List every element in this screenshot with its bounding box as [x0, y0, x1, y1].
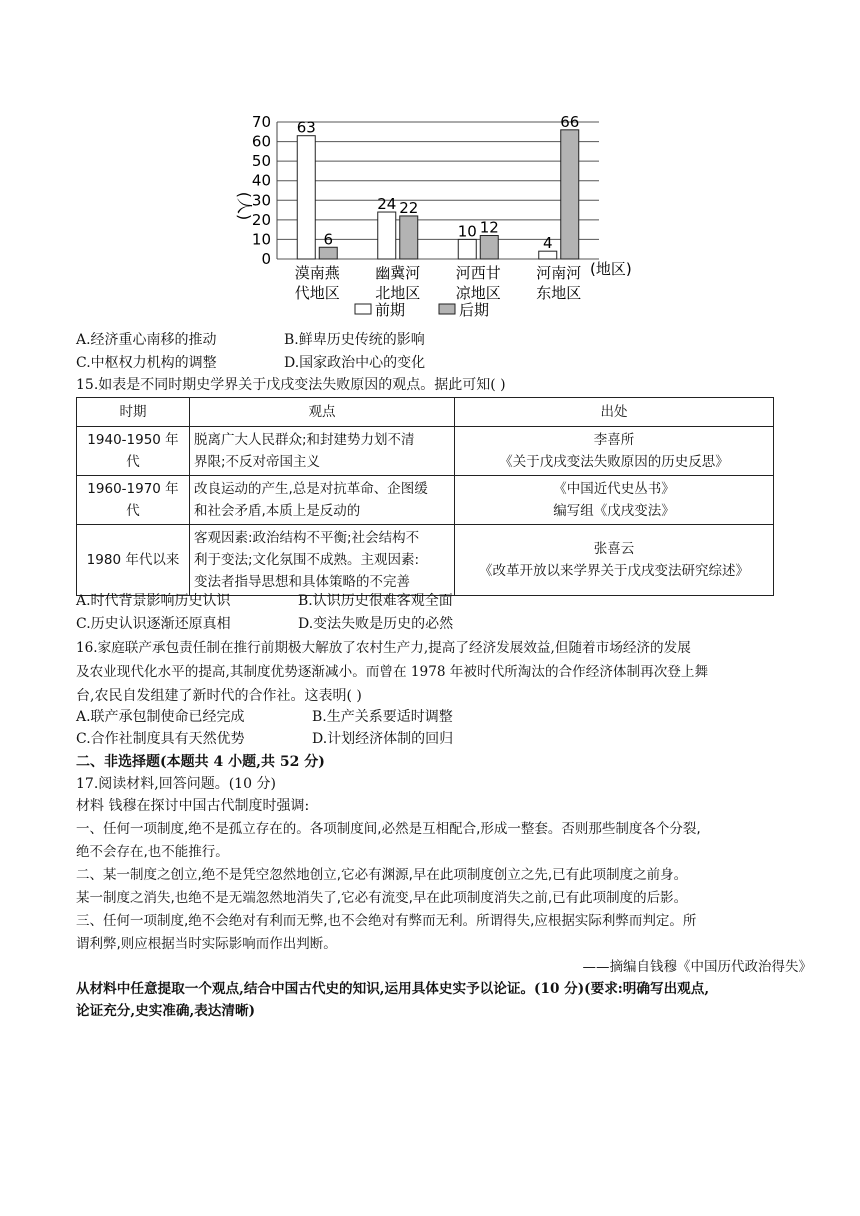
y-tick-label: 50: [251, 152, 271, 171]
table-cell-source: [455, 427, 774, 476]
q16-line-3: 台,农民自发组建了新时代的合作社。这表明( ): [76, 688, 362, 704]
y-tick-label: 10: [251, 230, 271, 249]
table-cell-source: [455, 525, 774, 596]
bar-chart: [225, 108, 655, 330]
q16-option-a[interactable]: A.联产承包制使命已经完成: [76, 709, 245, 725]
source-line: 张喜云: [593, 541, 635, 557]
q16-option-b[interactable]: B.生产关系要适时调整: [312, 709, 453, 725]
x-tick-label: 漠南燕: [294, 264, 340, 282]
q16-option-d[interactable]: D.计划经济体制的回归: [312, 731, 454, 747]
view-line: 改良运动的产生,总是对抗革命、企图缓: [194, 481, 428, 497]
q15-option-d[interactable]: D.变法失败是历史的必然: [298, 616, 454, 632]
bar-value-label: 66: [560, 112, 580, 131]
bar: [378, 212, 396, 259]
table-cell-view: [190, 476, 455, 525]
bar: [297, 136, 315, 259]
bar-value-label: 10: [457, 222, 477, 241]
q15-option-c[interactable]: C.历史认识逐渐还原真相: [76, 616, 231, 632]
y-tick-label: 70: [251, 113, 271, 131]
x-tick-label: 东地区: [536, 284, 582, 302]
bar: [458, 239, 476, 259]
y-tick-label: 30: [251, 191, 271, 210]
view-line: 和社会矛盾,本质上是反动的: [194, 503, 361, 519]
y-axis-ticks: [252, 113, 271, 268]
q15-stem: 15.如表是不同时期史学界关于戊戌变法失败原因的观点。据此可知( ): [76, 377, 506, 393]
x-tick-label: 代地区: [294, 284, 340, 302]
source-line: 《中国近代史丛书》: [553, 481, 675, 497]
q14-option-a[interactable]: A.经济重心南移的推动: [76, 332, 217, 348]
table-row: [77, 525, 774, 596]
q16-line-1: 16.家庭联产承包责任制在推行前期极大解放了农村生产力,提高了经济发展效益,但随着市场经济的发展: [76, 640, 691, 656]
q14-option-b[interactable]: B.鲜卑历史传统的影响: [284, 332, 425, 348]
y-tick-label: 60: [251, 132, 271, 151]
bar-value-label: 12: [479, 218, 499, 237]
table-cell-view: [190, 427, 455, 476]
section-2-title: 二、非选择题(本题共 4 小题,共 52 分): [76, 754, 325, 770]
y-tick-label: 20: [251, 210, 271, 229]
q15-table: [76, 397, 774, 596]
source-line: 《改革开放以来学界关于戊戌变法研究综述》: [479, 563, 749, 579]
table-cell-period: 1960-1970 年代: [77, 476, 190, 525]
table-cell-period: 1940-1950 年代: [77, 427, 190, 476]
q15-option-a[interactable]: A.时代背景影响历史认识: [76, 593, 231, 609]
x-tick-label: 北地区: [375, 284, 421, 302]
table-header-source: 出处: [455, 398, 774, 427]
chart-legend: [355, 301, 489, 319]
table-cell-source: [455, 476, 774, 525]
q17-citation: ——摘编自钱穆《中国历代政治得失》: [582, 959, 812, 975]
q14-option-c[interactable]: C.中枢权力机构的调整: [76, 355, 217, 371]
q17-paragraph-line: 二、某一制度之创立,绝不是凭空忽然地创立,它必有渊源,早在此项制度创立之先,已有此项制度之前身。: [76, 867, 688, 883]
bar: [561, 130, 579, 259]
legend-label: 后期: [459, 301, 490, 319]
view-line: 客观因素:政治结构不平衡;社会结构不: [194, 530, 420, 546]
q16-option-c[interactable]: C.合作社制度具有天然优势: [76, 731, 245, 747]
bar-value-label: 24: [377, 195, 397, 214]
y-tick-label: 0: [261, 250, 271, 268]
q17-paragraph-line: 绝不会存在,也不能推行。: [76, 844, 229, 860]
table-header-view: 观点: [190, 398, 455, 427]
q14-option-d[interactable]: D.国家政治中心的变化: [284, 355, 426, 371]
table-cell-view: [190, 525, 455, 596]
q17-paragraph-line: 三、任何一项制度,绝不会绝对有利而无弊,也不会绝对有弊而无利。所谓得失,应根据实际利弊而判定。所: [76, 913, 697, 929]
x-axis-labels: [295, 264, 582, 302]
table-cell-period: 1980 年代以来: [77, 525, 190, 596]
bar: [400, 216, 418, 259]
q16-line-2: 及农业现代化水平的提高,其制度优势逐渐减小。而曾在 1978 年被时代所淘汰的合作经济体制再次登上舞: [76, 664, 709, 680]
q17-paragraph-line: 一、任何一项制度,绝不是孤立存在的。各项制度间,必然是互相配合,形成一整套。否则那些制度各个分裂,: [76, 821, 701, 837]
q17-paragraph-line: 谓利弊,则应根据当时实际影响而作出判断。: [76, 936, 337, 952]
view-line: 界限;不反对帝国主义: [194, 454, 321, 470]
bar: [480, 236, 498, 259]
chart-bars: [297, 113, 580, 259]
table-row: [77, 476, 774, 525]
q17-task-line-2: 论证充分,史实准确,表达清晰): [76, 1003, 256, 1019]
source-line: 编写组《戊戌变法》: [553, 503, 675, 519]
bar: [539, 251, 557, 259]
source-line: 李喜所: [593, 432, 635, 448]
q17-stem: 17.阅读材料,回答问题。(10 分): [76, 776, 276, 792]
legend-label: 前期: [375, 301, 406, 319]
source-line: 《关于戊戌变法失败原因的历史反思》: [499, 454, 729, 470]
table-header-row: [77, 398, 774, 427]
bar: [319, 247, 337, 259]
table-header-period: 时期: [77, 398, 190, 427]
q17-task-line-1: 从材料中任意提取一个观点,结合中国古代史的知识,运用具体史实予以论证。(10 分)(要求:明确写出观点,: [76, 981, 710, 997]
bar-value-label: 63: [296, 118, 316, 137]
y-tick-label: 40: [251, 171, 271, 190]
legend-swatch: [439, 304, 455, 314]
bar-value-label: 6: [323, 230, 334, 249]
q15-option-b[interactable]: B.认识历史很难客观全面: [298, 593, 453, 609]
x-tick-label: 凉地区: [455, 284, 501, 302]
view-line: 变法者指导思想和具体策略的不完善: [194, 574, 410, 590]
view-line: 脱离广大人民群众;和封建势力划不清: [194, 432, 415, 448]
bar-value-label: 4: [542, 234, 553, 253]
y-axis-label: (人): [235, 191, 254, 221]
x-tick-label: 河西甘: [455, 264, 501, 282]
q17-material-intro: 材料 钱穆在探讨中国古代制度时强调:: [76, 798, 310, 814]
legend-swatch: [355, 304, 371, 314]
x-tick-label: 河南河: [536, 264, 582, 282]
x-axis-label: (地区): [590, 260, 632, 278]
q17-paragraph-line: 某一制度之消失,也绝不是无端忽然地消失了,它必有流变,早在此项制度消失之前,已有此项制度的后影。: [76, 890, 688, 906]
x-tick-label: 幽冀河: [375, 264, 421, 282]
table-row: [77, 427, 774, 476]
view-line: 利于变法;文化氛围不成熟。主观因素:: [194, 552, 420, 568]
bar-value-label: 22: [399, 198, 419, 217]
